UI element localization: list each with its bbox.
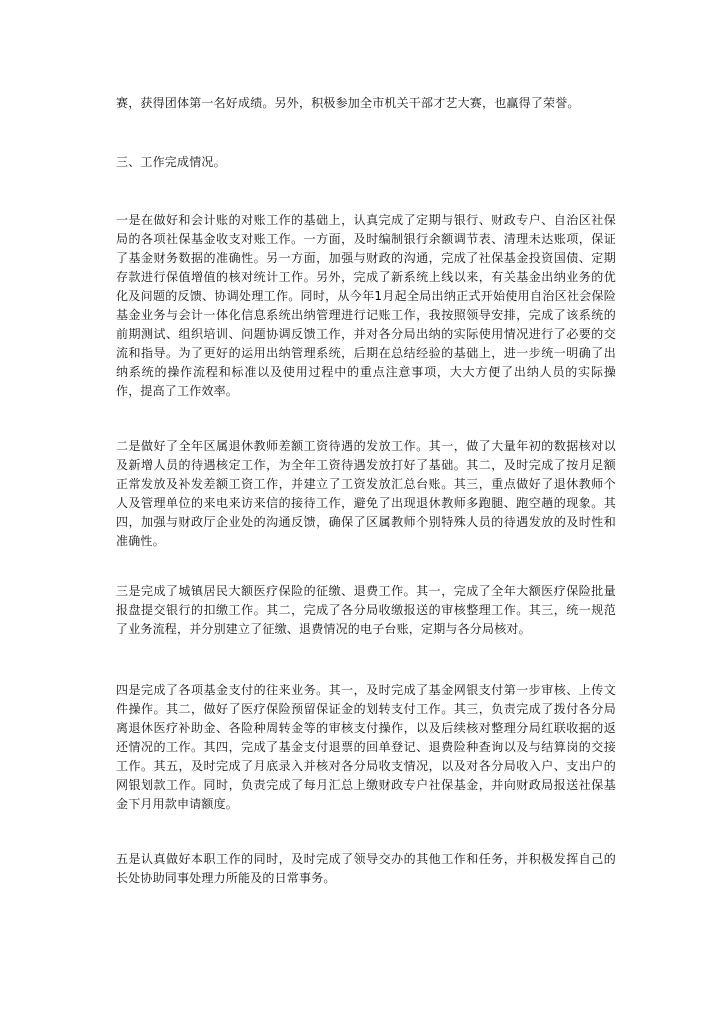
paragraph-item-one: 一是在做好和会计账的对账工作的基础上，认真完成了定期与银行、财政专户、自治区社保局的各项社保基金收支对账工作。一方面，及时编制银行余额调节表、清理未达账项，保证了基金财务数据的准确性。另一方面，加强与财政的沟通，完成了社保基金投资国债、定期存款进行保值增值的核对统计工作。另外，完成了新系统上线以来，有关基金出纳业务的优化及问题的反馈、协调处理工作。同时，从今年1月起全局出纳正式开始使用自治区社会保险基金业务与会计一体化信息系统出纳管理进行记账工作，我按照领导安排，完成了该系统的前期测试、组织培训、问题协调反馈工作，并对各分局出纳的实际使用情况进行了必要的交流和指导。为了更好的运用出纳管理系统，后期在总结经验的基础上，进一步统一明确了出纳系统的操作流程和标准以及使用过程中的重点注意事项，大大方便了出纳人员的实际操作，提高了工作效率。 [116, 213, 616, 398]
paragraph-item-four: 四是完成了各项基金支付的往来业务。其一，及时完成了基金网银支付第一步审核、上传文件操作。其二，做好了医疗保险预留保证金的划转支付工作。其三，负责完成了拨付各分局离退休医疗补助金、各险种周转金等的审核支付操作，以及后续核对整理分局红联收据的返还情况的工作。其四，完成了基金支付退票的回单登记、退费险种查询以及与结算岗的交接工作。其五，及时完成了月底录入并核对各分局收支情况，以及对各分局收入户、支出户的网银划款工作。同时，负责完成了每月汇总上缴财政专户社保基金，并向财政局报送社保基金下月用款申请额度。 [116, 683, 616, 811]
section-heading-work-completion: 三、工作完成情况。 [116, 155, 226, 169]
paragraph-item-three: 三是完成了城镇居民大额医疗保险的征缴、退费工作。其一，完成了全年大额医疗保险批量报盘提交银行的扣缴工作。其二，完成了各分局收缴报送的审核整理工作。其三，统一规范了业务流程，并分别建立了征缴、退费情况的电子台账，定期与各分局核对。 [116, 584, 616, 636]
paragraph-competition-result: 赛，获得团体第一名好成绩。另外，积极参加全市机关干部才艺大赛，也赢得了荣誉。 [116, 96, 580, 110]
paragraph-item-two: 二是做好了全年区属退休教师差额工资待遇的发放工作。其一，做了大量年初的数据核对以及新增人员的待遇核定工作，为全年工资待遇发放打好了基础。其二，及时完成了按月足额正常发放及补发差额工资工作，并建立了工资发放汇总台账。其三，重点做好了退休教师个人及管理单位的来电来访来信的接待工作，避免了出现退休教师多跑腿、跑空趟的现象。其四，加强与财政厅企业处的沟通反馈，确保了区属教师个别特殊人员的待遇发放的及时性和准确性。 [116, 439, 616, 548]
paragraph-item-five: 五是认真做好本职工作的同时，及时完成了领导交办的其他工作和任务，并积极发挥自己的长处协助同事处理力所能及的日常事务。 [116, 852, 616, 885]
